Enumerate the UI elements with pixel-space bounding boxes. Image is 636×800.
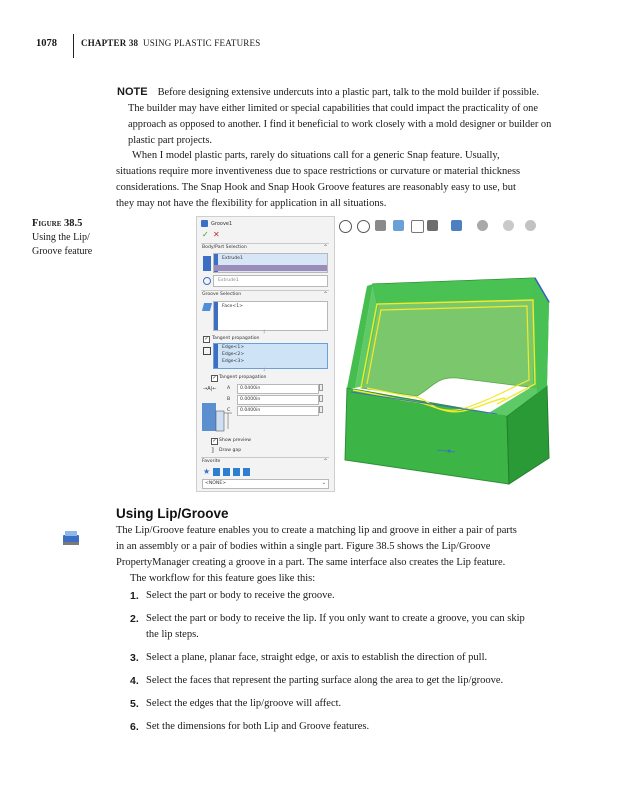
dim-b-spinner[interactable] bbox=[319, 395, 323, 402]
field-value: Edge<1> bbox=[222, 345, 245, 350]
resize-handle-icon[interactable]: ‡ bbox=[263, 330, 266, 335]
chapter-label: CHAPTER 38 bbox=[81, 38, 139, 48]
delete-favorite-icon[interactable] bbox=[223, 468, 230, 476]
field-value: <NONE> bbox=[205, 481, 227, 486]
draw-gap-icon: ⟧ bbox=[211, 447, 214, 454]
paragraph-line: situations require more inventiveness due to space restrictions or curvature or material thickness bbox=[116, 166, 521, 177]
step-number: 6. bbox=[130, 721, 139, 733]
header-rule bbox=[73, 34, 74, 58]
field-value: Edge<2> bbox=[222, 352, 245, 357]
dim-c-symbol: C bbox=[227, 408, 231, 413]
note-block bbox=[117, 84, 587, 149]
check-icon[interactable]: ✓ bbox=[202, 230, 209, 239]
view-orientation-icon[interactable] bbox=[427, 220, 438, 231]
paragraph-line: When I model plastic parts, rarely do situations call for a generic Snap feature. Usually, bbox=[132, 150, 500, 161]
groove-body-field[interactable] bbox=[213, 253, 328, 273]
section-divider bbox=[201, 243, 329, 244]
checkbox-label: Tangent propagation bbox=[219, 375, 267, 380]
favorite-dropdown[interactable] bbox=[202, 479, 329, 489]
paragraph-line: they may not have the flexibility for application in all situations. bbox=[116, 198, 387, 209]
note-line: The builder may have either limited or special capabilities that could impact the practicality of one bbox=[128, 103, 538, 114]
paragraph-line: in an assembly or a pair of bodies within a single part. Figure 38.5 shows the Lip/Groove bbox=[116, 541, 491, 552]
favorite-star-icon[interactable]: ★ bbox=[203, 467, 211, 476]
note-line: approach as opposed to another. I find it beneficial to work closely with a mold designer or builder on bbox=[128, 119, 552, 130]
dynamic-annotation-icon[interactable] bbox=[411, 220, 424, 233]
running-header bbox=[0, 34, 636, 58]
list-item bbox=[116, 650, 590, 666]
list-item bbox=[116, 588, 590, 604]
dim-b-input[interactable] bbox=[237, 395, 319, 405]
step-number: 1. bbox=[130, 590, 139, 602]
edge-field[interactable] bbox=[213, 343, 328, 369]
close-icon[interactable]: ✕ bbox=[213, 230, 220, 239]
step-number: 5. bbox=[130, 698, 139, 710]
zoom-area-icon[interactable] bbox=[357, 220, 370, 233]
dim-c-spinner[interactable] bbox=[319, 406, 323, 413]
body-selection-icon bbox=[203, 256, 211, 271]
collapse-chevron-icon[interactable]: ⌃ bbox=[322, 458, 328, 465]
previous-view-icon[interactable] bbox=[375, 220, 386, 231]
list-item bbox=[116, 719, 590, 735]
field-value: Extrude1 bbox=[218, 278, 239, 283]
page-number: 1078 bbox=[36, 38, 57, 49]
face-selection-icon bbox=[202, 303, 212, 311]
collapse-chevron-icon[interactable]: ⌃ bbox=[322, 244, 328, 251]
field-value: Face<1> bbox=[222, 304, 244, 309]
list-item bbox=[116, 611, 590, 643]
zoom-fit-icon[interactable] bbox=[339, 220, 352, 233]
groove-propertymanager bbox=[196, 216, 335, 492]
step-number: 2. bbox=[130, 613, 139, 625]
step-text: Select the part or body to receive the lip. If you only want to create a groove, you can skip bbox=[146, 613, 525, 624]
load-favorite-icon[interactable] bbox=[243, 468, 250, 476]
add-favorite-icon[interactable] bbox=[213, 468, 220, 476]
paragraph-line: The Lip/Groove feature enables you to create a matching lip and groove in either a pair of parts bbox=[116, 525, 517, 536]
step-number: 4. bbox=[130, 675, 139, 687]
checkbox-label: Show preview bbox=[219, 438, 251, 443]
collapse-chevron-icon[interactable]: ⌃ bbox=[322, 291, 328, 298]
intro-paragraph bbox=[116, 148, 588, 212]
checkbox-label: Draw gap bbox=[219, 448, 242, 453]
paragraph-line: PropertyManager creating a groove in a part. The same interface also creates the Lip feature. bbox=[116, 557, 506, 568]
field-value: 0.0400in bbox=[240, 386, 261, 391]
section-body bbox=[116, 523, 590, 587]
section-divider bbox=[201, 457, 329, 458]
dim-c-input[interactable] bbox=[237, 406, 319, 416]
step-text: Select the edges that the lip/groove will affect. bbox=[146, 698, 342, 709]
dim-a-symbol: A bbox=[227, 386, 231, 391]
dim-b-symbol: B bbox=[227, 397, 231, 402]
note-line: plastic part projects. bbox=[128, 135, 212, 146]
caption-line: Using the Lip/ bbox=[32, 232, 90, 243]
step-text: Select a plane, planar face, straight edge, or axis to establish the direction of pull. bbox=[146, 652, 488, 663]
checkbox-label: Tangent propagation bbox=[212, 336, 260, 341]
section-title-body-part: Body/Part Selection bbox=[202, 245, 247, 250]
dimension-arrow-icon: →A|← bbox=[203, 386, 217, 392]
face-field[interactable] bbox=[213, 301, 328, 331]
note-line: Before designing extensive undercuts into a plastic part, talk to the mold builder if possible. bbox=[157, 87, 540, 98]
dim-a-input[interactable] bbox=[237, 384, 319, 394]
field-value: Edge<3> bbox=[222, 359, 245, 364]
section-title-groove: Groove Selection bbox=[202, 292, 242, 297]
edge-selection-icon bbox=[203, 347, 211, 355]
figure-label: Figure 38.5 bbox=[32, 218, 83, 229]
lip-body-icon bbox=[203, 277, 211, 285]
apply-scene-icon[interactable] bbox=[525, 220, 536, 231]
edge-propagation-checkbox[interactable]: ✓ bbox=[212, 375, 217, 381]
step-text: Set the dimensions for both Lip and Groove features. bbox=[146, 721, 370, 732]
caption-line: Groove feature bbox=[32, 246, 93, 257]
resize-handle-icon[interactable]: ‡ bbox=[263, 368, 266, 373]
step-number: 3. bbox=[130, 652, 139, 664]
save-favorite-icon[interactable] bbox=[233, 468, 240, 476]
part-3d-model bbox=[337, 238, 556, 492]
section-view-icon[interactable] bbox=[393, 220, 404, 231]
section-heading: Using Lip/Groove bbox=[116, 506, 229, 521]
view-toolbar bbox=[337, 218, 553, 234]
section-title-favorite: Favorite bbox=[202, 459, 221, 464]
lip-body-field[interactable] bbox=[213, 275, 328, 287]
figure-screenshot bbox=[196, 216, 556, 492]
paragraph-line: The workflow for this feature goes like this: bbox=[130, 573, 316, 584]
display-style-icon[interactable] bbox=[451, 220, 462, 231]
groove-feature-icon bbox=[201, 220, 208, 227]
chevron-down-icon: ⌄ bbox=[321, 480, 326, 486]
tangent-propagation-checkbox[interactable]: ✓ bbox=[204, 336, 209, 342]
paragraph-line: considerations. The Snap Hook and Snap Hook Groove features are reasonably easy to use, but bbox=[116, 182, 516, 193]
list-item bbox=[116, 673, 590, 689]
field-value: Extrude1 bbox=[222, 256, 243, 261]
field-value: 0.0000in bbox=[240, 397, 261, 402]
groove-profile-diagram bbox=[202, 401, 236, 433]
step-text: Select the faces that represent the parting surface along the area to get the lip/groove. bbox=[146, 675, 504, 686]
edit-appearance-icon[interactable] bbox=[503, 220, 514, 231]
list-item bbox=[116, 696, 590, 712]
step-text: the lip steps. bbox=[146, 629, 199, 640]
dim-a-spinner[interactable] bbox=[319, 384, 323, 391]
workflow-steps bbox=[116, 588, 590, 742]
step-text: Select the part or body to receive the groove. bbox=[146, 590, 335, 601]
figure-caption bbox=[32, 217, 116, 259]
show-preview-checkbox[interactable]: ✓ bbox=[212, 438, 217, 444]
hide-show-items-icon[interactable] bbox=[477, 220, 488, 231]
lip-groove-tool-icon bbox=[60, 527, 82, 547]
note-label: NOTE bbox=[117, 86, 148, 98]
chapter-title: USING PLASTIC FEATURES bbox=[143, 38, 261, 48]
field-value: 0.0400in bbox=[240, 408, 261, 413]
panel-title: Groove1 bbox=[211, 221, 233, 227]
section-divider bbox=[201, 290, 329, 291]
